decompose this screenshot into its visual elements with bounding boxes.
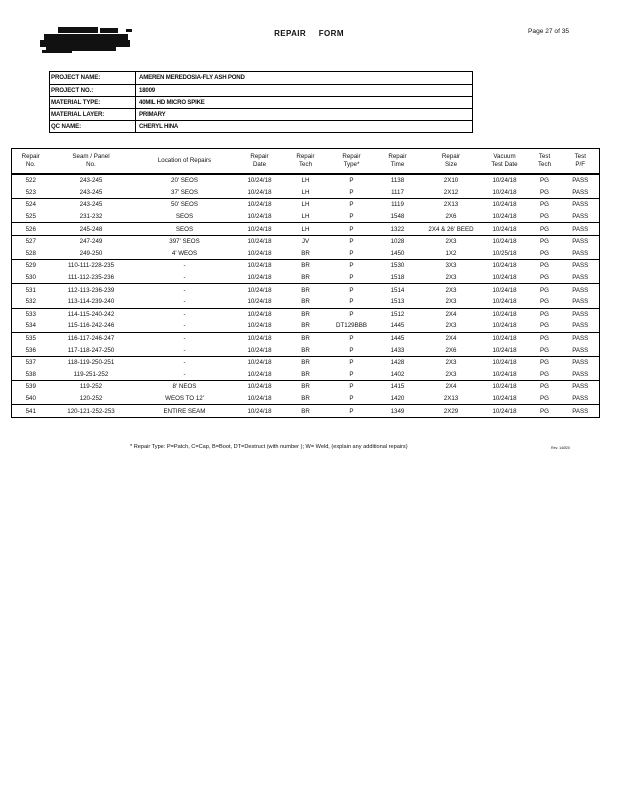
table-cell: P [349, 394, 354, 402]
repair-table [11, 148, 600, 418]
column-header-line: Tech [537, 161, 552, 168]
table-cell: 523 [25, 188, 36, 196]
table-cell: 10/24/18 [237, 356, 283, 368]
column-header-line: Seam / Panel [72, 153, 110, 160]
table-cell: 247-249 [50, 235, 133, 247]
table-cell: 10/24/18 [482, 332, 528, 344]
table-cell: PASS [572, 249, 589, 257]
column-header-line: Repair [441, 153, 461, 160]
table-row [12, 332, 600, 344]
table-row [12, 248, 600, 260]
project-info-row [50, 108, 472, 120]
table-cell: 10/25/18 [492, 249, 517, 257]
table-cell: LH [301, 188, 310, 196]
table-cell: 10/24/18 [482, 356, 528, 368]
table-cell: P [349, 177, 354, 185]
table-cell: 534 [25, 322, 36, 330]
column-header-line: Date [252, 161, 267, 168]
table-cell: PG [528, 405, 562, 418]
table-cell: P [349, 213, 354, 221]
table-cell: BR [301, 394, 310, 402]
table-cell: PASS [562, 199, 600, 211]
table-cell: PASS [572, 370, 589, 378]
table-cell: 10/24/18 [492, 274, 517, 282]
column-header-line: P/F [575, 161, 586, 168]
column-header-line: Test [574, 153, 586, 160]
table-cell: 50' SEOS [133, 199, 237, 211]
column-header-line: Type* [343, 161, 360, 168]
table-cell: 2X3 [421, 356, 482, 368]
table-cell: 114-115-240-242 [50, 308, 133, 320]
table-cell: 531 [12, 284, 50, 296]
table-cell: 529 [12, 260, 50, 272]
table-cell: P [329, 235, 375, 247]
table-cell: 10/24/18 [482, 199, 528, 211]
table-cell: P [329, 260, 375, 272]
table-cell: 249-250 [79, 249, 103, 257]
table-row [12, 381, 600, 393]
column-header [528, 149, 562, 175]
table-cell: 535 [12, 332, 50, 344]
table-row [12, 320, 600, 332]
table-cell: SEOS [133, 223, 237, 236]
table-cell: 10/24/18 [492, 370, 517, 378]
column-header-line: Location of Repairs [157, 157, 212, 164]
table-cell: P [349, 274, 354, 282]
table-cell: PASS [562, 235, 600, 247]
table-cell: 10/24/18 [237, 284, 283, 296]
table-cell: PASS [562, 308, 600, 320]
table-cell: PASS [572, 274, 589, 282]
table-cell: PG [540, 322, 549, 330]
table-cell: BR [301, 370, 310, 378]
table-cell: 111-112-235-236 [67, 274, 115, 282]
table-cell: PG [540, 177, 549, 185]
table-cell: 540 [25, 394, 36, 402]
column-header-line: Repair [388, 153, 407, 160]
form-title-word1: REPAIR [274, 29, 307, 38]
table-cell: 10/24/18 [482, 260, 528, 272]
column-header-line: No. [25, 161, 36, 168]
table-cell: BR [283, 308, 329, 320]
column-header [12, 149, 50, 175]
table-cell: 541 [12, 405, 50, 418]
table-cell: 10/24/18 [247, 322, 272, 330]
table-cell: 112-113-236-239 [50, 284, 133, 296]
table-cell: 2X4 & 26' BEED [421, 223, 482, 236]
table-cell: 2X3 [445, 370, 457, 378]
table-cell: 10/24/18 [482, 223, 528, 236]
table-cell: P [329, 356, 375, 368]
table-cell: 10/24/18 [482, 405, 528, 418]
table-cell: P [329, 381, 375, 393]
table-cell: 1415 [375, 381, 421, 393]
table-cell: SEOS [175, 213, 194, 221]
column-header [50, 149, 133, 175]
table-cell: 2X3 [421, 235, 482, 247]
column-header-line: Repair [296, 153, 315, 160]
table-cell: 10/24/18 [237, 405, 283, 418]
column-header [421, 149, 482, 175]
table-cell: 243-245 [79, 188, 103, 196]
table-cell: 10/24/18 [247, 298, 272, 306]
form-title-word2: FORM [318, 29, 344, 38]
table-cell: 118-119-250-251 [50, 356, 133, 368]
table-cell: - [183, 322, 186, 330]
table-cell: BR [283, 381, 329, 393]
table-cell: 10/24/18 [237, 381, 283, 393]
table-cell: 10/24/18 [237, 332, 283, 344]
table-row [12, 296, 600, 308]
table-row [12, 235, 600, 247]
table-cell: BR [283, 260, 329, 272]
table-cell: PG [540, 346, 549, 354]
table-cell: PASS [572, 188, 589, 196]
table-cell: - [133, 332, 237, 344]
table-cell: PASS [562, 223, 600, 236]
table-cell: 10/24/18 [492, 322, 517, 330]
table-cell: 116-117-246-247 [50, 332, 133, 344]
table-cell: LH [283, 223, 329, 236]
table-cell: - [133, 284, 237, 296]
table-cell: 2X13 [443, 394, 459, 402]
column-header-line: Repair [342, 153, 361, 160]
table-cell: BR [301, 274, 310, 282]
table-cell: 113-114-239-240 [67, 298, 115, 306]
table-cell: PASS [562, 405, 600, 418]
project-no-label: PROJECT NO.: [50, 85, 136, 96]
material-type-label: MATERIAL TYPE: [50, 97, 136, 108]
table-cell: - [133, 260, 237, 272]
column-header [329, 149, 375, 175]
table-row [12, 393, 600, 405]
table-row [12, 356, 600, 368]
table-cell: 10/24/18 [492, 188, 517, 196]
column-header [482, 149, 528, 175]
table-cell: 533 [12, 308, 50, 320]
table-cell: PASS [572, 346, 589, 354]
table-cell: PASS [562, 332, 600, 344]
table-cell: 10/24/18 [237, 223, 283, 236]
table-cell: 2X10 [443, 177, 459, 185]
table-cell: 537 [12, 356, 50, 368]
table-cell: 1445 [390, 322, 405, 330]
table-cell: P [329, 308, 375, 320]
table-cell: PG [528, 308, 562, 320]
table-cell: PG [540, 188, 549, 196]
table-cell: 2X29 [421, 405, 482, 418]
form-title [0, 29, 618, 38]
table-cell: PASS [572, 177, 589, 185]
table-cell: 1119 [375, 199, 421, 211]
table-cell: 10/24/18 [482, 381, 528, 393]
column-header-line: Test [538, 153, 551, 160]
table-cell: BR [283, 332, 329, 344]
table-cell: - [183, 370, 186, 378]
table-cell: - [183, 298, 186, 306]
table-cell: 1420 [390, 394, 405, 402]
table-cell: - [133, 308, 237, 320]
project-no-value: 18009 [139, 87, 155, 94]
table-cell: 530 [25, 274, 36, 282]
table-cell: PG [540, 274, 549, 282]
project-info-row [50, 96, 472, 108]
table-cell: 120-252 [79, 394, 103, 402]
project-name-value: AMEREN MEREDOSIA-FLY ASH POND [139, 74, 245, 81]
table-cell: 1445 [375, 332, 421, 344]
table-cell: PG [540, 370, 549, 378]
table-cell: 1349 [375, 405, 421, 418]
table-cell: PASS [572, 298, 589, 306]
table-cell: WEOS TO 12' [165, 394, 204, 402]
table-cell: 10/24/18 [492, 177, 517, 185]
qc-name-value: CHERYL HINA [139, 123, 179, 130]
table-cell: 2X4 [421, 308, 482, 320]
column-header [375, 149, 421, 175]
table-cell: P [329, 199, 375, 211]
table-cell: 1X2 [445, 249, 457, 257]
table-cell: 10/24/18 [247, 370, 272, 378]
column-header-line: Repair [250, 153, 269, 160]
table-cell: 10/24/18 [247, 188, 272, 196]
table-cell: P [349, 298, 354, 306]
table-row [12, 223, 600, 236]
column-header-line: Tech [298, 161, 313, 168]
table-cell: - [183, 346, 186, 354]
table-cell: PASS [562, 260, 600, 272]
project-info-row [50, 72, 472, 84]
table-cell: DT129BBB [336, 322, 367, 330]
table-cell: 1138 [390, 177, 405, 185]
table-cell: 20' SEOS [171, 177, 198, 185]
table-cell: 1512 [375, 308, 421, 320]
table-cell: PG [540, 298, 549, 306]
table-cell: P [329, 405, 375, 418]
table-cell: 2X4 [421, 381, 482, 393]
table-cell: 10/24/18 [247, 249, 272, 257]
table-cell: 538 [25, 370, 36, 378]
table-cell: PASS [562, 284, 600, 296]
table-cell: 2X3 [445, 298, 457, 306]
table-row [12, 272, 600, 284]
project-info-box [49, 71, 473, 133]
table-row [12, 174, 600, 187]
table-cell: 2X6 [445, 346, 457, 354]
table-cell: 1433 [390, 346, 405, 354]
table-cell: PG [540, 213, 549, 221]
table-cell: P [349, 346, 354, 354]
table-cell: 2X12 [443, 188, 459, 196]
table-cell: 10/24/18 [237, 235, 283, 247]
table-row [12, 211, 600, 223]
table-cell: - [183, 274, 186, 282]
table-cell: P [349, 370, 354, 378]
table-cell: 10/24/18 [237, 199, 283, 211]
material-type-value: 40MIL HD MICRO SPIKE [139, 99, 205, 106]
table-cell: PASS [572, 213, 589, 221]
table-cell: P [349, 188, 354, 196]
table-cell: 1530 [375, 260, 421, 272]
table-cell: 245-248 [50, 223, 133, 236]
material-layer-value: PRIMARY [139, 111, 166, 118]
project-info-row [50, 120, 472, 132]
column-header [562, 149, 600, 175]
table-cell: PG [528, 381, 562, 393]
table-cell: PASS [572, 322, 589, 330]
table-cell: 2X13 [421, 199, 482, 211]
table-cell: 1513 [390, 298, 405, 306]
table-cell: 532 [25, 298, 36, 306]
table-cell: 10/24/18 [482, 308, 528, 320]
column-header [237, 149, 283, 175]
table-row [12, 369, 600, 381]
table-body [12, 174, 600, 417]
table-cell: - [133, 356, 237, 368]
material-layer-label: MATERIAL LAYER: [50, 109, 136, 120]
table-cell: 119-251-252 [73, 370, 109, 378]
table-cell: 10/24/18 [482, 284, 528, 296]
table-cell: LH [301, 213, 310, 221]
table-cell: 10/24/18 [492, 298, 517, 306]
table-header-row [12, 149, 600, 175]
revision-label: Rev. 14Ø20 [551, 446, 570, 450]
table-cell: PG [528, 235, 562, 247]
column-header-line: Vacuum [493, 153, 516, 160]
table-cell: 539 [12, 381, 50, 393]
table-cell: 10/24/18 [247, 177, 272, 185]
table-cell: 524 [12, 199, 50, 211]
column-header [133, 149, 237, 175]
table-cell: 119-252 [50, 381, 133, 393]
table-cell: 10/24/18 [237, 308, 283, 320]
table-cell: 10/24/18 [247, 274, 272, 282]
table-cell: ENTIRE SEAM [133, 405, 237, 418]
table-cell: 522 [25, 177, 36, 185]
table-cell: 120-121-252-253 [50, 405, 133, 418]
table-cell: P [329, 332, 375, 344]
table-cell: PG [528, 356, 562, 368]
table-cell: 231-232 [79, 213, 103, 221]
table-cell: 4' WEOS [171, 249, 198, 257]
table-cell: 1028 [375, 235, 421, 247]
table-cell: PG [528, 199, 562, 211]
table-cell: BR [283, 356, 329, 368]
table-cell: 10/24/18 [247, 213, 272, 221]
table-cell: PASS [562, 381, 600, 393]
table-row [12, 405, 600, 418]
table-cell: 2X3 [445, 322, 457, 330]
table-cell: 243-245 [50, 199, 133, 211]
table-cell: 528 [25, 249, 36, 257]
table-cell: PG [540, 249, 549, 257]
table-cell: 1428 [375, 356, 421, 368]
table-cell: BR [283, 284, 329, 296]
table-row [12, 199, 600, 211]
table-cell: BR [301, 249, 310, 257]
table-cell: 526 [12, 223, 50, 236]
table-cell: 1402 [390, 370, 405, 378]
table-cell: P [329, 284, 375, 296]
table-cell: 2X4 [421, 332, 482, 344]
table-cell: 1450 [390, 249, 405, 257]
table-cell: 2X3 [421, 284, 482, 296]
table-cell: PG [528, 332, 562, 344]
table-cell: BR [283, 405, 329, 418]
table-cell: 397' SEOS [133, 235, 237, 247]
table-cell: 110-111-228-235 [50, 260, 133, 272]
table-cell: BR [301, 346, 310, 354]
table-cell: 10/24/18 [247, 394, 272, 402]
table-cell: PASS [572, 394, 589, 402]
table-cell: 10/24/18 [237, 260, 283, 272]
table-cell: 10/24/18 [492, 394, 517, 402]
column-header-line: Repair [21, 153, 40, 160]
table-cell: 536 [25, 346, 36, 354]
table-cell: 1117 [391, 188, 404, 196]
table-row [12, 187, 600, 199]
project-info-row [50, 84, 472, 96]
table-cell: PG [540, 394, 549, 402]
column-header-line: No. [86, 161, 96, 168]
table-cell: P [329, 223, 375, 236]
table-cell: PG [528, 260, 562, 272]
table-cell: 117-118-247-250 [67, 346, 115, 354]
table-cell: 10/24/18 [492, 213, 517, 221]
table-row [12, 344, 600, 356]
table-cell: JV [283, 235, 329, 247]
page-number: Page 27 of 35 [528, 28, 570, 35]
qc-name-label: QC NAME: [50, 121, 136, 132]
table-cell: 1322 [375, 223, 421, 236]
table-cell: LH [301, 177, 310, 185]
table-cell: PG [528, 284, 562, 296]
column-header-line: Size [444, 161, 458, 168]
column-header [283, 149, 329, 175]
table-row [12, 260, 600, 272]
table-cell: 525 [25, 213, 36, 221]
table-cell: 10/24/18 [247, 346, 272, 354]
table-cell: BR [301, 322, 310, 330]
table-cell: 1514 [375, 284, 421, 296]
table-cell: 2X3 [445, 274, 457, 282]
table-cell: 8' NEOS [133, 381, 237, 393]
table-cell: 2X6 [445, 213, 457, 221]
table-cell: 10/24/18 [492, 346, 517, 354]
table-cell: 3X3 [421, 260, 482, 272]
table-cell: 1548 [390, 213, 405, 221]
column-header-line: Time [390, 161, 405, 168]
table-cell: PASS [562, 356, 600, 368]
repair-type-footnote: * Repair Type: P=Patch, C=Cap, B=Boot, DT=Destruct (with number ); W= Weld, (explain any additional repairs) [130, 444, 408, 450]
table-cell: 527 [12, 235, 50, 247]
table-cell: 1518 [390, 274, 405, 282]
project-name-label: PROJECT NAME: [50, 72, 136, 84]
table-cell: 10/24/18 [482, 235, 528, 247]
column-header-line: Test Date [491, 161, 518, 168]
table-cell: PG [528, 223, 562, 236]
table-cell: P [349, 249, 354, 257]
table-cell: 37' SEOS [171, 188, 198, 196]
table-cell: 115-116-242-246 [67, 322, 115, 330]
table-row [12, 308, 600, 320]
table-cell: 243-245 [79, 177, 103, 185]
table-cell: LH [283, 199, 329, 211]
table-row [12, 284, 600, 296]
table-cell: BR [301, 298, 310, 306]
